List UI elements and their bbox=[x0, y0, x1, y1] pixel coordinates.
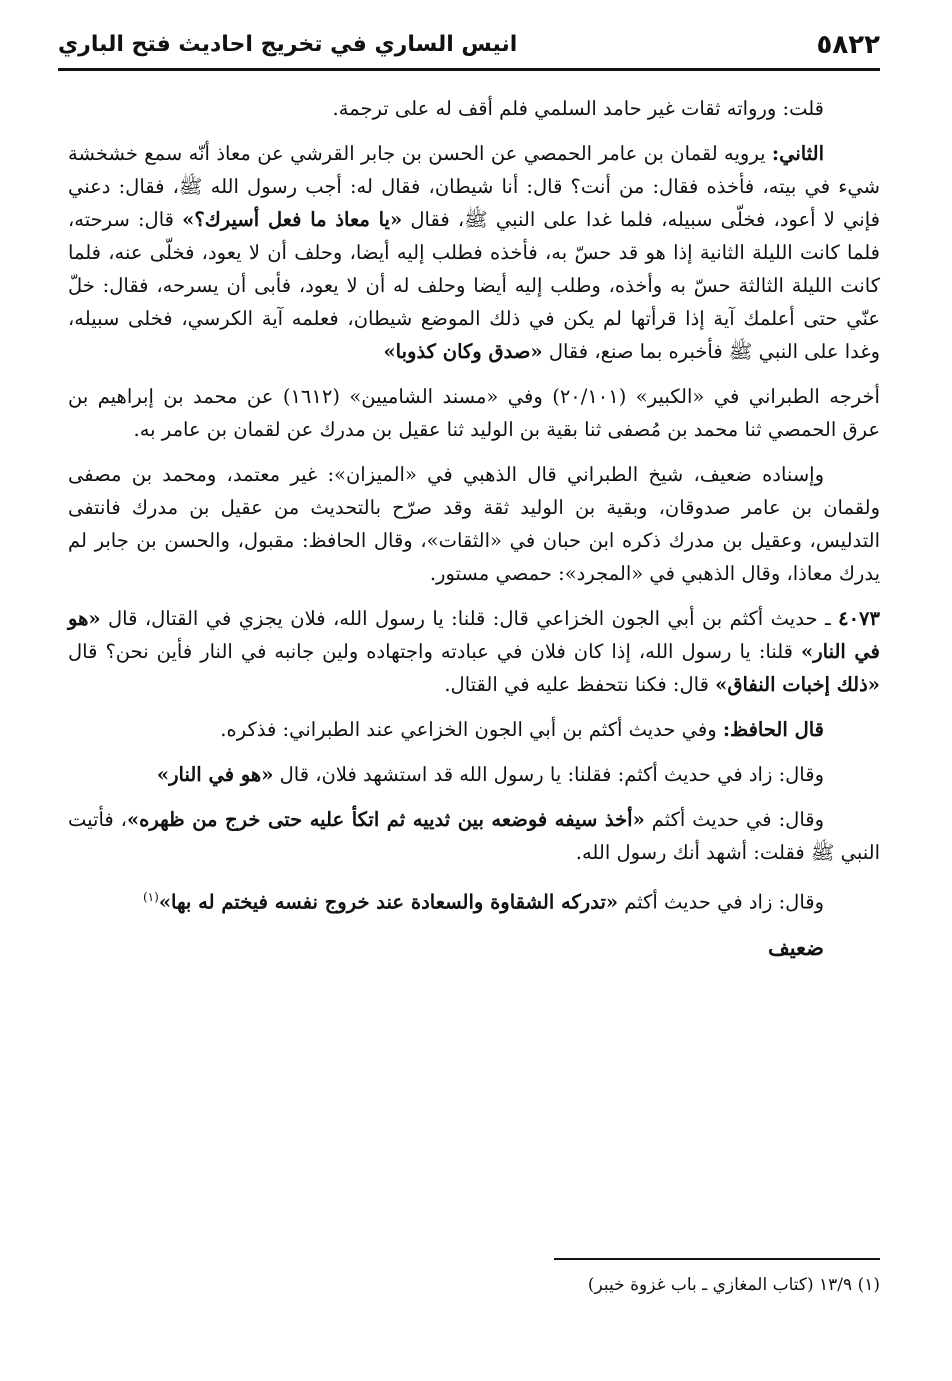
quote: «تدركه الشقاوة والسعادة عند خروج نفسه فيختم له بها» bbox=[158, 890, 619, 914]
paragraph-takhrij: أخرجه الطبراني في «الكبير» (٢٠/١٠١) وفي «مسند الشاميين» (١٦١٢) عن محمد بن إبراهيم بن عرق الحمصي ثنا محمد بن مُصفى ثنا بقية بن الوليد ثنا عقيل بن مدرك عن لقمان بن عامر به. bbox=[68, 385, 880, 441]
quote: «هو في النار» bbox=[68, 607, 880, 663]
header-divider bbox=[58, 68, 880, 71]
paragraph-isnad-grading: وإسناده ضعيف، شيخ الطبراني قال الذهبي في «الميزان»: غير معتمد، ومحمد بن مصفى ولقمان بن عامر صدوقان، وبقية بن الوليد ثقة وقد صرّح بالتحديث من عقيل بن مدرك فانتفى التدليس، وعقيل بن مدرك ذكره ابن حبان في «الثقات»، وقال الحافظ: مقبول، والحسن بن جابر لم يدرك معاذا، وقال الذهبي في «المجرد»: حمصي مستور. bbox=[68, 463, 880, 585]
book-title: انيس الساري في تخريج احاديث فتح الباري bbox=[58, 32, 518, 57]
paragraph-addition-2: وقال: في حديث أكثم «أخذ سيفه فوضعه بين ثدييه ثم اتكأ عليه حتى خرج من ظهره»، فأتيت النبي ﷺ فقلت: أشهد أنك رسول الله. bbox=[68, 808, 880, 864]
quote: «ذلك إخبات النفاق» bbox=[715, 673, 880, 696]
paragraph-narrators-note: قلت: ورواته ثقات غير حامد السلمي فلم أقف له على ترجمة. bbox=[332, 97, 824, 120]
footnote-divider bbox=[554, 1258, 880, 1260]
paragraph-second-narration: الثاني: يرويه لقمان بن عامر الحمصي عن الحسن بن جابر القرشي عن معاذ أنّه سمع خشخشة شيء في بيته، فأخذه فقال: من أنت؟ قال: أنا شيطان، فقال له: أجب رسول الله ﷺ، فقال: دعني فإني لا أعود، فخلّى سبيله، فلما غدا على النبي ﷺ، فقال «يا معاذ ما فعل أسيرك؟» قال: سرحته، فلما كانت الليلة الثانية إذا هو قد حسّ به، فأخذه فطلب إليه أيضا، وحلف أن لا يعود، فخلّى عنه، فلما كانت الليلة الثالثة حسّ به وأخذه، وطلب إليه أيضا وحلف له أن لا يعود، فأبى أن يسرحه، فقال: خلّ عنّي حتى أعلمك آية إذا قرأتها لم يكن في ذلك الموضع شيطان، فعلمه آية الكرسي، فخلى سبيله، وغدا على النبي ﷺ فأخبره بما صنع، فقال «صدق وكان كذوبا» bbox=[68, 142, 880, 363]
quote: «هو في النار» bbox=[156, 763, 274, 786]
quote: «يا معاذ ما فعل أسيرك؟» bbox=[182, 208, 403, 231]
footnote: (١) ١٣/٩ (كتاب المغازي ـ باب غزوة خيبر) bbox=[587, 1275, 880, 1295]
quote: «صدق وكان كذوبا» bbox=[383, 340, 543, 363]
paragraph-hadith-4073: ٤٠٧٣ ـ حديث أكثم بن أبي الجون الخزاعي قال: قلنا: يا رسول الله، فلان يجزي في القتال، قال «هو في النار» قلنا: يا رسول الله، إذا كان فلان في عبادته واجتهاده ولين جانبه في النار فأين نحن؟ قال «ذلك إخبات النفاق» قال: فكنا نتحفظ عليه في القتال. bbox=[68, 607, 880, 696]
section-lead: قال الحافظ: bbox=[722, 718, 824, 741]
quote: «أخذ سيفه فوضعه بين ثدييه ثم اتكأ عليه حتى خرج من ظهره» bbox=[126, 808, 645, 831]
running-header bbox=[58, 28, 880, 68]
paragraph-hafiz-note: قال الحافظ: وفي حديث أكثم بن أبي الجون الخزاعي عند الطبراني: فذكره. bbox=[220, 718, 824, 741]
section-lead: الثاني: bbox=[771, 142, 824, 165]
page-number: ٥٨٢٢ bbox=[816, 30, 880, 60]
paragraph-addition-3: وقال: زاد في حديث أكثم «تدركه الشقاوة والسعادة عند خروج نفسه فيختم له بها»$^{(١)}$ bbox=[142, 890, 824, 914]
paragraph-addition-1: وقال: زاد في حديث أكثم: فقلنا: يا رسول الله قد استشهد فلان، قال «هو في النار» bbox=[156, 763, 824, 786]
main-text bbox=[68, 92, 880, 964]
hadith-number: ٤٠٧٣ bbox=[838, 607, 880, 630]
footnote-ref: (١) bbox=[142, 890, 159, 904]
grading-verdict: ضعيف bbox=[767, 934, 824, 960]
